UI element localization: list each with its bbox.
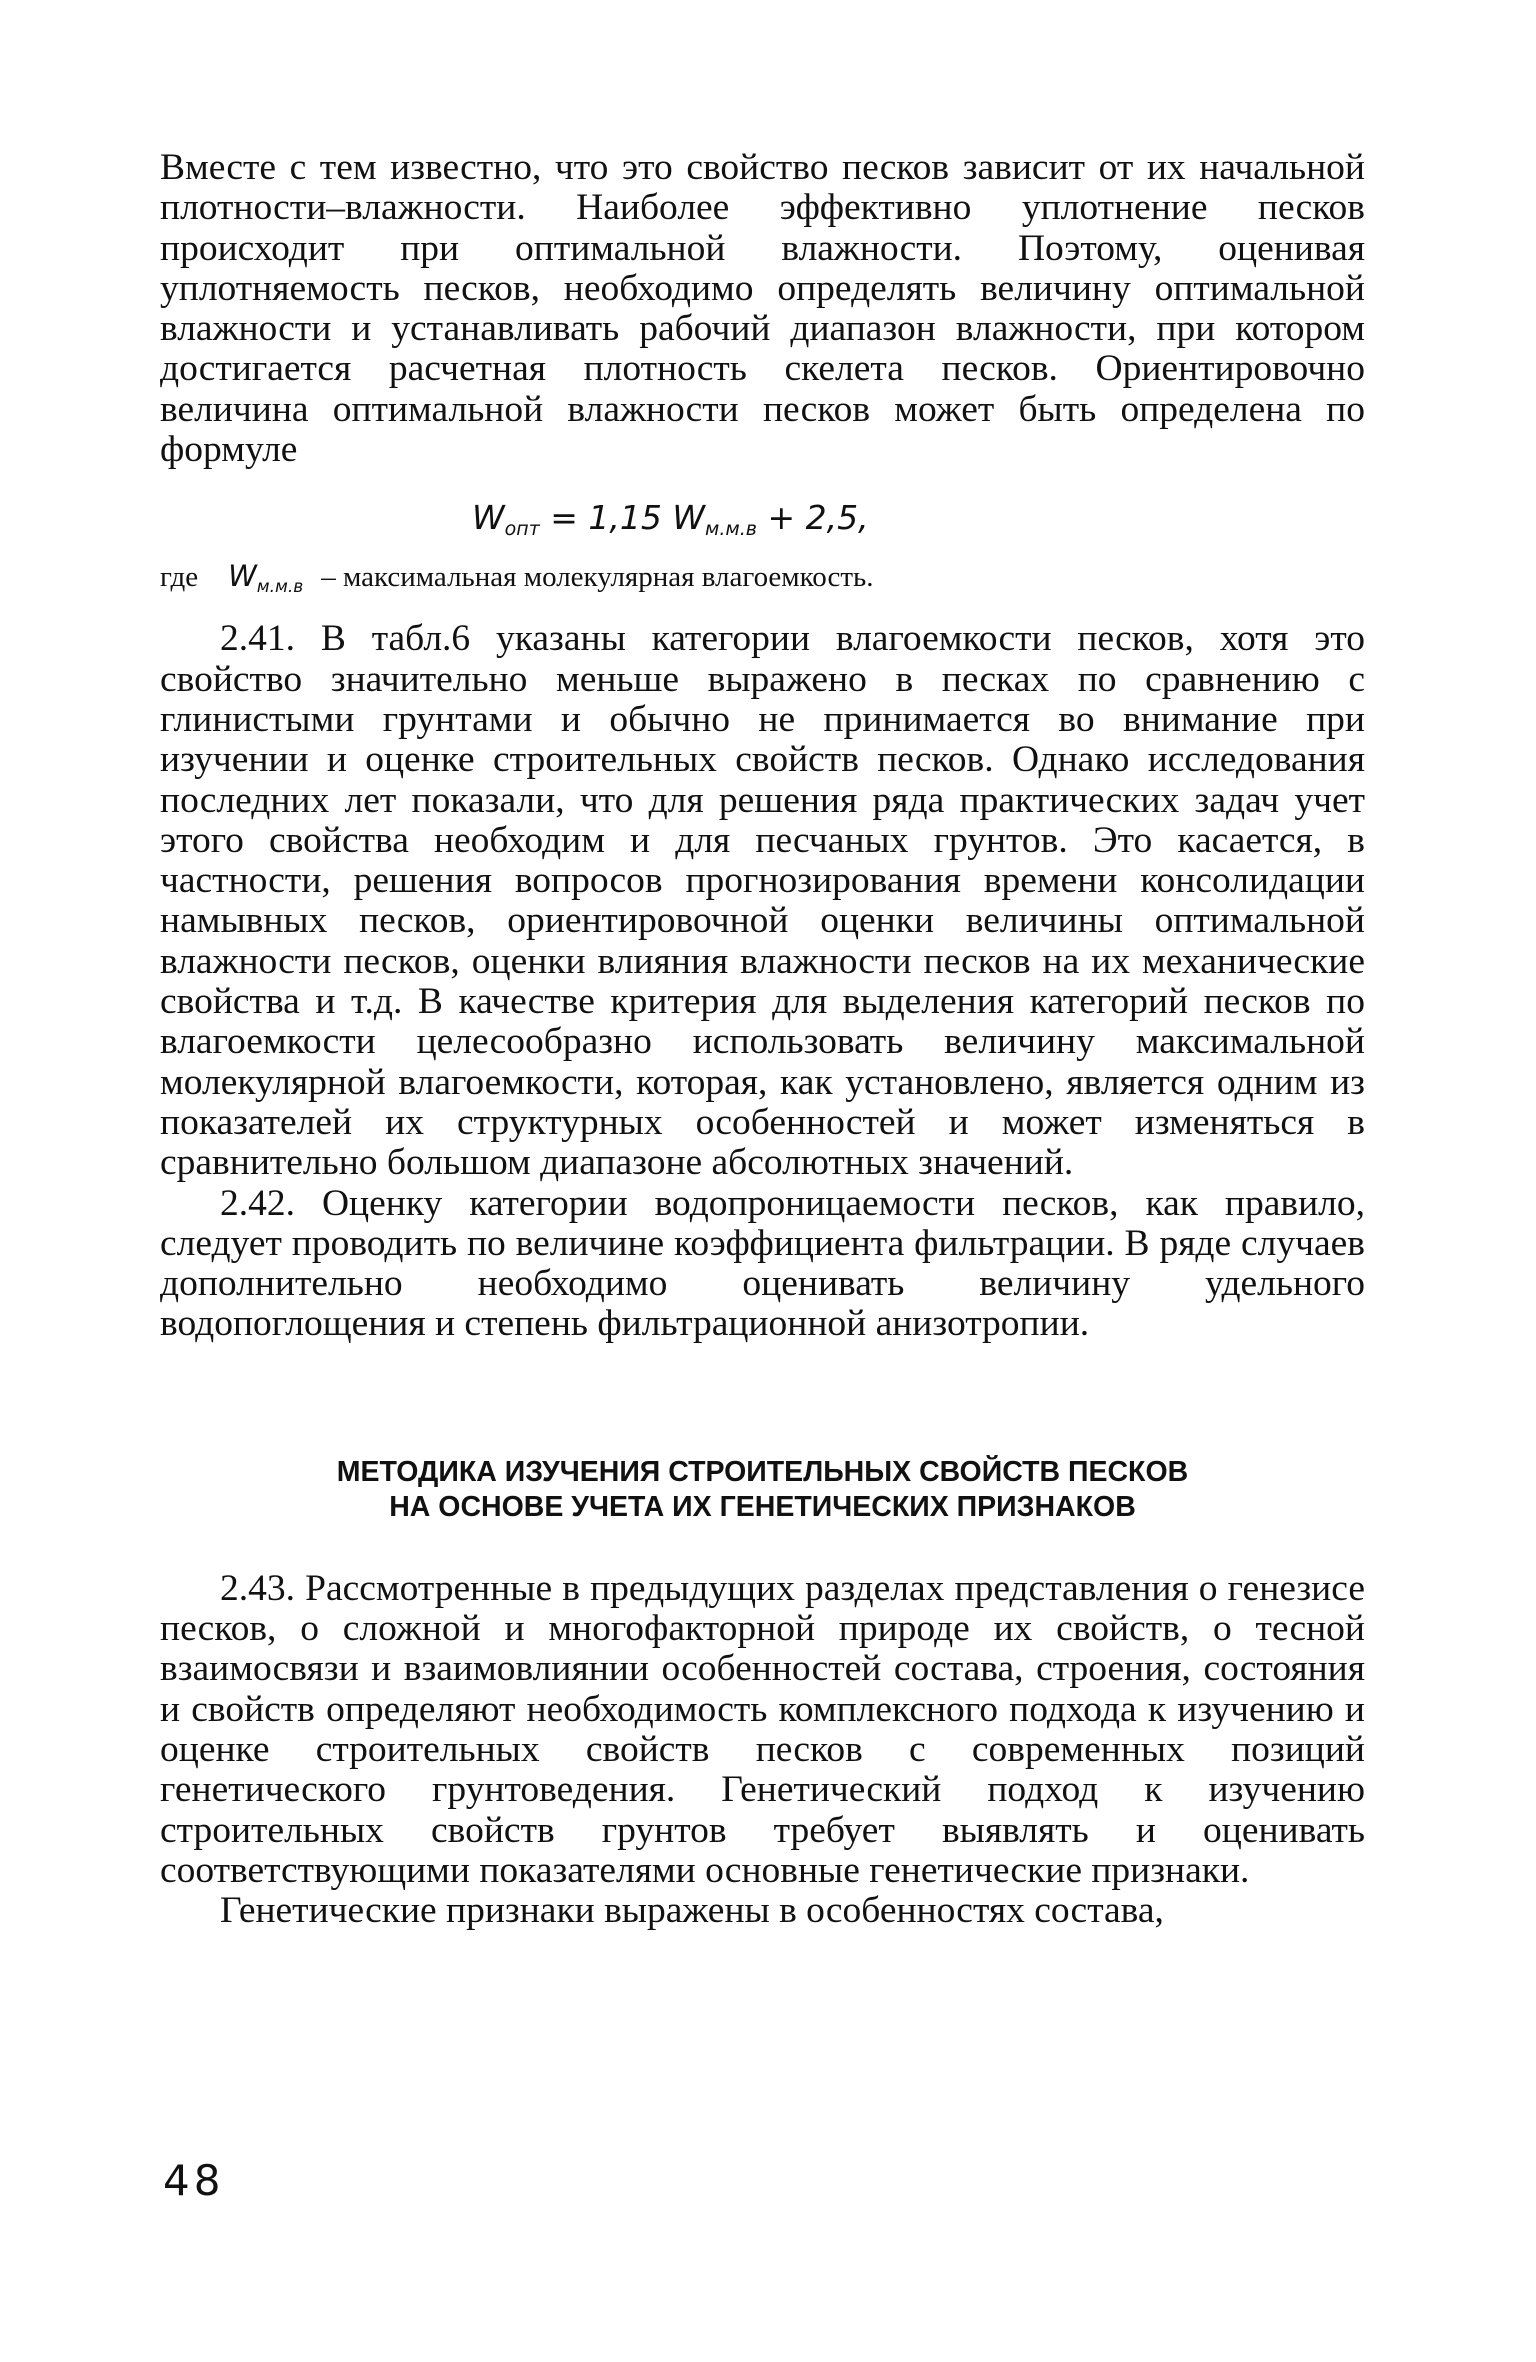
legend-symbol (228, 559, 304, 598)
formula-plus-constant: + 2,5, (767, 498, 869, 538)
formula-legend (160, 556, 1365, 607)
formula-equals-coefficient: = 1,15 (550, 498, 662, 538)
paragraph-intro: Вместе с тем известно, что это свойство песков зависит от их начальной плотности–влажности. Наиболее эффективно уплотнение песков происходит при оптимальной влажности. Поэтому, оценивая уплотняемость песков, необходимо определять величину оптимальной влажности и устанавливать рабочий диапазон влажности, при котором достигается расчетная плотность скелета песков. Ориентировочно величина оптимальной влажности песков может быть определена по формуле (160, 147, 1365, 471)
document-page (160, 148, 1365, 1931)
paragraph-genetic-features: Генетические признаки выражены в особенностях состава, (220, 1890, 1164, 1932)
legend-definition: – максимальная молекулярная влагоемкость. (321, 561, 874, 594)
formula-lhs-subscript: опт (504, 518, 540, 541)
formula-lhs-symbol: W (472, 498, 505, 538)
legend-where-word: где (160, 561, 199, 594)
section-heading-line-2: НА ОСНОВЕ УЧЕТА ИХ ГЕНЕТИЧЕСКИХ ПРИЗНАКОВ (389, 1490, 1136, 1523)
paragraph-2-43: 2.43. Рассмотренные в предыдущих разделах представления о генезисе песков, о сложной и многофакторной природе их свойств, о тесной взаимосвязи и взаимовлиянии особенностей состава, строения, состояния и свойств определяют необходимость комплексного подхода к изучению и оценке строительных свойств песков с современных позиций генетического грунтоведения. Генетический подход к изучению строительных свойств грунтов требует выявлять и оценивать соответствующими показателями основные генетические признаки. (160, 1567, 1365, 1891)
legend-symbol-subscript: м.м.в (256, 577, 304, 598)
formula-rhs-symbol: W (672, 498, 706, 538)
paragraph-2-42: 2.42. Оценку категории водопроницаемости песков, как правило, следует проводить по величине коэффициента фильтрации. В ряде случаев дополнительно необходимо оценивать величину удельного водопоглощения и степень фильтрационной анизотропии. (160, 1182, 1365, 1345)
legend-symbol-letter: W (228, 559, 257, 594)
paragraph-2-41: 2.41. В табл.6 указаны категории влагоемкости песков, хотя это свойство значительно меньше выражено в песках по сравнению с глинистыми грунтами и обычно не принимается во внимание при изучении и оценке строительных свойств песков. Однако исследования последних лет показали, что для решения ряда практических задач учет этого свойства необходим и для песчаных грунтов. Это касается, в частности, решения вопросов прогнозирования времени консолидации намывных песков, ориентировочной оценки величины оптимальной влажности песков, оценки влияния влажности песков на их механические свойства и т.д. В качестве критерия для выделения категорий песков по влагоемкости целесообразно использовать величину максимальной молекулярной влагоемкости, которая, как установлено, является одним из показателей их структурных особенностей и может изменяться в сравнительно большом диапазоне абсолютных значений. (160, 618, 1365, 1184)
formula-optimal-moisture (160, 496, 1365, 540)
page-number: 48 (163, 2156, 225, 2205)
section-heading (160, 1455, 1365, 1525)
formula-rhs-subscript: м.м.в (705, 518, 757, 541)
section-heading-line-1: МЕТОДИКА ИЗУЧЕНИЯ СТРОИТЕЛЬНЫХ СВОЙСТВ ПЕСКОВ (336, 1455, 1189, 1488)
